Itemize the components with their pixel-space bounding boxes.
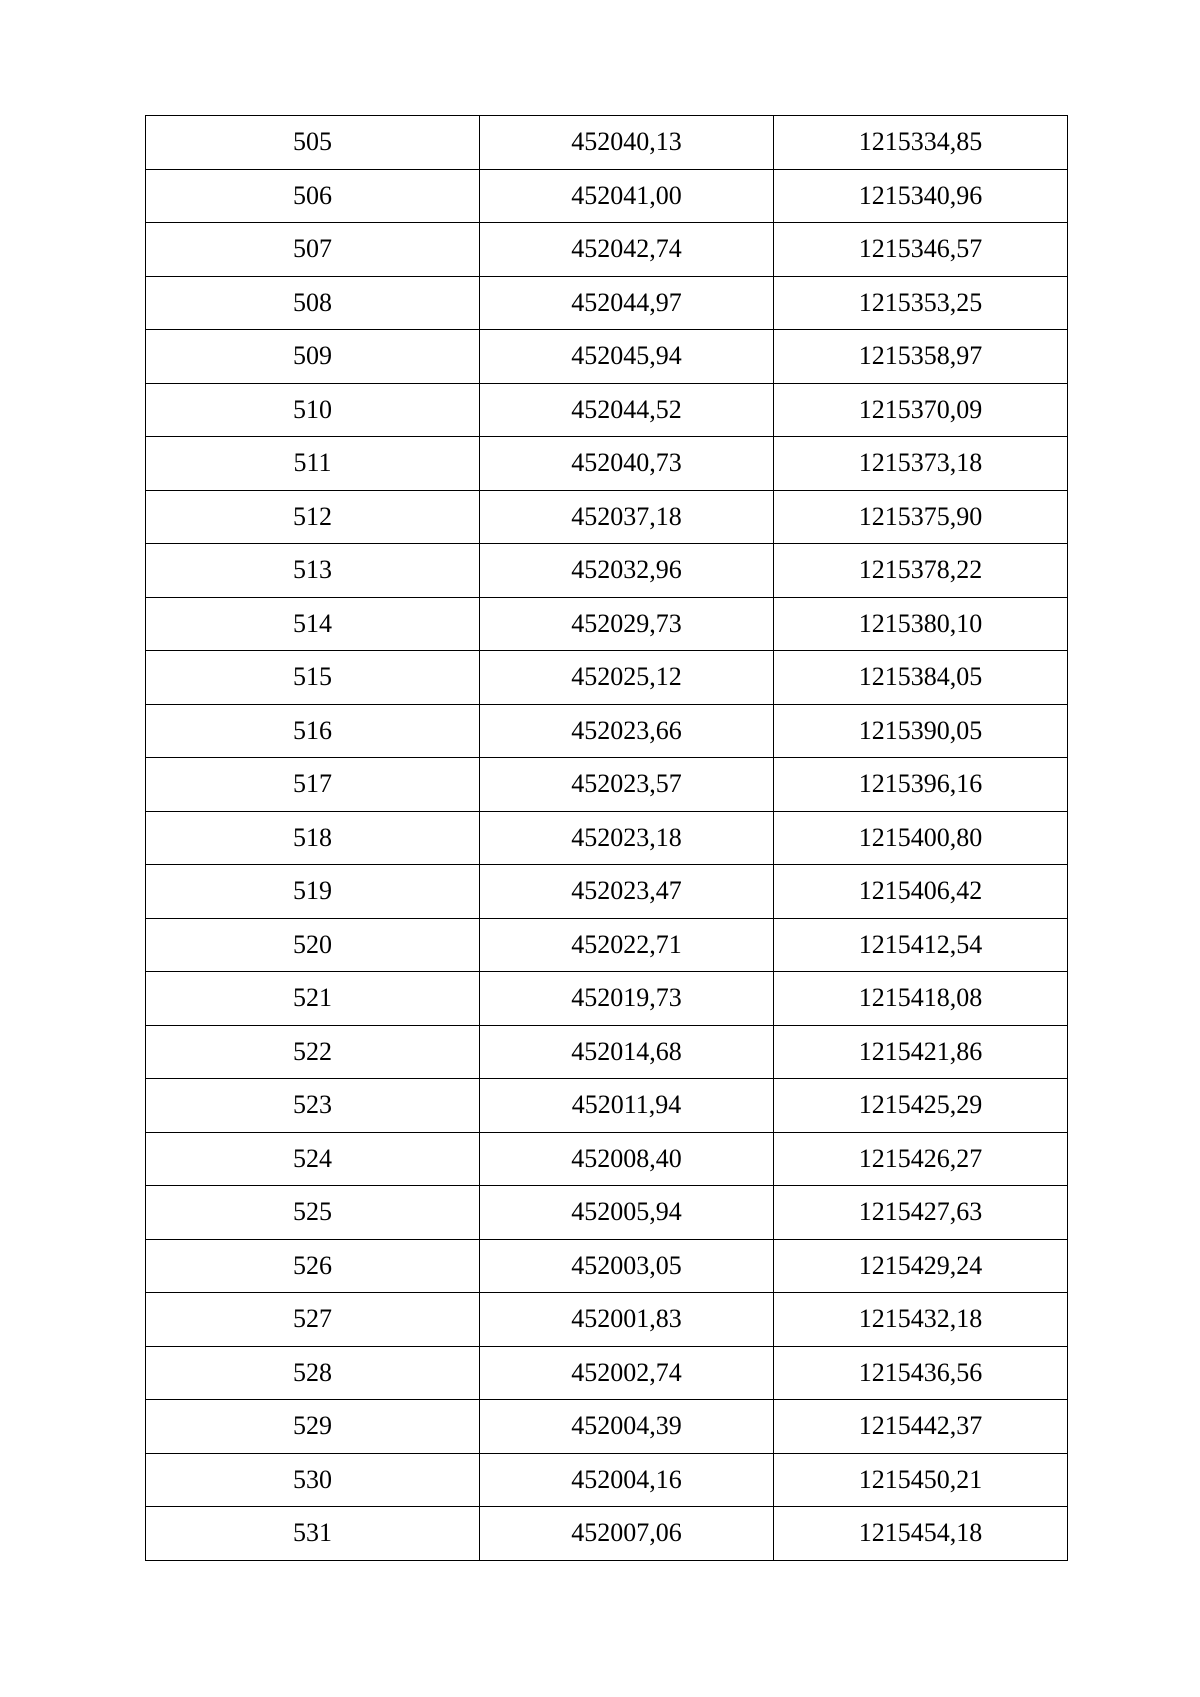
point-number-cell: 521 xyxy=(146,972,480,1026)
x-coordinate-cell: 452040,73 xyxy=(480,437,774,491)
x-coordinate-cell: 452041,00 xyxy=(480,169,774,223)
y-coordinate-cell: 1215421,86 xyxy=(774,1025,1068,1079)
y-coordinate-cell: 1215400,80 xyxy=(774,811,1068,865)
y-coordinate-cell: 1215396,16 xyxy=(774,758,1068,812)
y-coordinate-cell: 1215353,25 xyxy=(774,276,1068,330)
x-coordinate-cell: 452029,73 xyxy=(480,597,774,651)
x-coordinate-cell: 452023,47 xyxy=(480,865,774,919)
y-coordinate-cell: 1215406,42 xyxy=(774,865,1068,919)
y-coordinate-cell: 1215375,90 xyxy=(774,490,1068,544)
point-number-cell: 512 xyxy=(146,490,480,544)
x-coordinate-cell: 452032,96 xyxy=(480,544,774,598)
y-coordinate-cell: 1215426,27 xyxy=(774,1132,1068,1186)
x-coordinate-cell: 452002,74 xyxy=(480,1346,774,1400)
y-coordinate-cell: 1215370,09 xyxy=(774,383,1068,437)
table-row xyxy=(146,437,1068,491)
x-coordinate-cell: 452044,52 xyxy=(480,383,774,437)
table-row xyxy=(146,972,1068,1026)
y-coordinate-cell: 1215358,97 xyxy=(774,330,1068,384)
y-coordinate-cell: 1215340,96 xyxy=(774,169,1068,223)
point-number-cell: 516 xyxy=(146,704,480,758)
x-coordinate-cell: 452040,13 xyxy=(480,116,774,170)
x-coordinate-cell: 452045,94 xyxy=(480,330,774,384)
table-row xyxy=(146,597,1068,651)
point-number-cell: 508 xyxy=(146,276,480,330)
x-coordinate-cell: 452023,57 xyxy=(480,758,774,812)
point-number-cell: 529 xyxy=(146,1400,480,1454)
x-coordinate-cell: 452004,16 xyxy=(480,1453,774,1507)
table-row xyxy=(146,1346,1068,1400)
y-coordinate-cell: 1215412,54 xyxy=(774,918,1068,972)
point-number-cell: 524 xyxy=(146,1132,480,1186)
point-number-cell: 505 xyxy=(146,116,480,170)
x-coordinate-cell: 452022,71 xyxy=(480,918,774,972)
y-coordinate-cell: 1215450,21 xyxy=(774,1453,1068,1507)
y-coordinate-cell: 1215425,29 xyxy=(774,1079,1068,1133)
table-row xyxy=(146,918,1068,972)
point-number-cell: 520 xyxy=(146,918,480,972)
y-coordinate-cell: 1215334,85 xyxy=(774,116,1068,170)
table-row xyxy=(146,1186,1068,1240)
table-row xyxy=(146,169,1068,223)
point-number-cell: 526 xyxy=(146,1239,480,1293)
point-number-cell: 525 xyxy=(146,1186,480,1240)
table-row xyxy=(146,276,1068,330)
x-coordinate-cell: 452023,66 xyxy=(480,704,774,758)
point-number-cell: 513 xyxy=(146,544,480,598)
point-number-cell: 522 xyxy=(146,1025,480,1079)
y-coordinate-cell: 1215390,05 xyxy=(774,704,1068,758)
y-coordinate-cell: 1215378,22 xyxy=(774,544,1068,598)
table-row xyxy=(146,1079,1068,1133)
table-row xyxy=(146,1132,1068,1186)
table-row xyxy=(146,544,1068,598)
y-coordinate-cell: 1215454,18 xyxy=(774,1507,1068,1561)
coordinates-table xyxy=(145,115,1068,1561)
table-row xyxy=(146,1453,1068,1507)
point-number-cell: 530 xyxy=(146,1453,480,1507)
table-row xyxy=(146,490,1068,544)
y-coordinate-cell: 1215384,05 xyxy=(774,651,1068,705)
point-number-cell: 517 xyxy=(146,758,480,812)
y-coordinate-cell: 1215436,56 xyxy=(774,1346,1068,1400)
y-coordinate-cell: 1215429,24 xyxy=(774,1239,1068,1293)
table-row xyxy=(146,116,1068,170)
table-row xyxy=(146,1293,1068,1347)
table-row xyxy=(146,704,1068,758)
point-number-cell: 511 xyxy=(146,437,480,491)
point-number-cell: 527 xyxy=(146,1293,480,1347)
x-coordinate-cell: 452037,18 xyxy=(480,490,774,544)
point-number-cell: 514 xyxy=(146,597,480,651)
point-number-cell: 528 xyxy=(146,1346,480,1400)
point-number-cell: 509 xyxy=(146,330,480,384)
table-row xyxy=(146,1025,1068,1079)
point-number-cell: 531 xyxy=(146,1507,480,1561)
point-number-cell: 507 xyxy=(146,223,480,277)
x-coordinate-cell: 452025,12 xyxy=(480,651,774,705)
y-coordinate-cell: 1215418,08 xyxy=(774,972,1068,1026)
point-number-cell: 519 xyxy=(146,865,480,919)
point-number-cell: 518 xyxy=(146,811,480,865)
table-row xyxy=(146,758,1068,812)
y-coordinate-cell: 1215380,10 xyxy=(774,597,1068,651)
table-row xyxy=(146,383,1068,437)
y-coordinate-cell: 1215346,57 xyxy=(774,223,1068,277)
table-row xyxy=(146,223,1068,277)
x-coordinate-cell: 452005,94 xyxy=(480,1186,774,1240)
table-row xyxy=(146,1400,1068,1454)
x-coordinate-cell: 452001,83 xyxy=(480,1293,774,1347)
table-row xyxy=(146,651,1068,705)
table-row xyxy=(146,330,1068,384)
x-coordinate-cell: 452023,18 xyxy=(480,811,774,865)
y-coordinate-cell: 1215373,18 xyxy=(774,437,1068,491)
point-number-cell: 523 xyxy=(146,1079,480,1133)
table-row xyxy=(146,1239,1068,1293)
x-coordinate-cell: 452008,40 xyxy=(480,1132,774,1186)
x-coordinate-cell: 452011,94 xyxy=(480,1079,774,1133)
point-number-cell: 506 xyxy=(146,169,480,223)
x-coordinate-cell: 452019,73 xyxy=(480,972,774,1026)
x-coordinate-cell: 452014,68 xyxy=(480,1025,774,1079)
x-coordinate-cell: 452042,74 xyxy=(480,223,774,277)
point-number-cell: 515 xyxy=(146,651,480,705)
y-coordinate-cell: 1215432,18 xyxy=(774,1293,1068,1347)
table-row xyxy=(146,865,1068,919)
y-coordinate-cell: 1215427,63 xyxy=(774,1186,1068,1240)
table-row xyxy=(146,811,1068,865)
x-coordinate-cell: 452003,05 xyxy=(480,1239,774,1293)
y-coordinate-cell: 1215442,37 xyxy=(774,1400,1068,1454)
coordinates-table-body xyxy=(146,116,1068,1561)
x-coordinate-cell: 452044,97 xyxy=(480,276,774,330)
x-coordinate-cell: 452004,39 xyxy=(480,1400,774,1454)
table-row xyxy=(146,1507,1068,1561)
point-number-cell: 510 xyxy=(146,383,480,437)
x-coordinate-cell: 452007,06 xyxy=(480,1507,774,1561)
